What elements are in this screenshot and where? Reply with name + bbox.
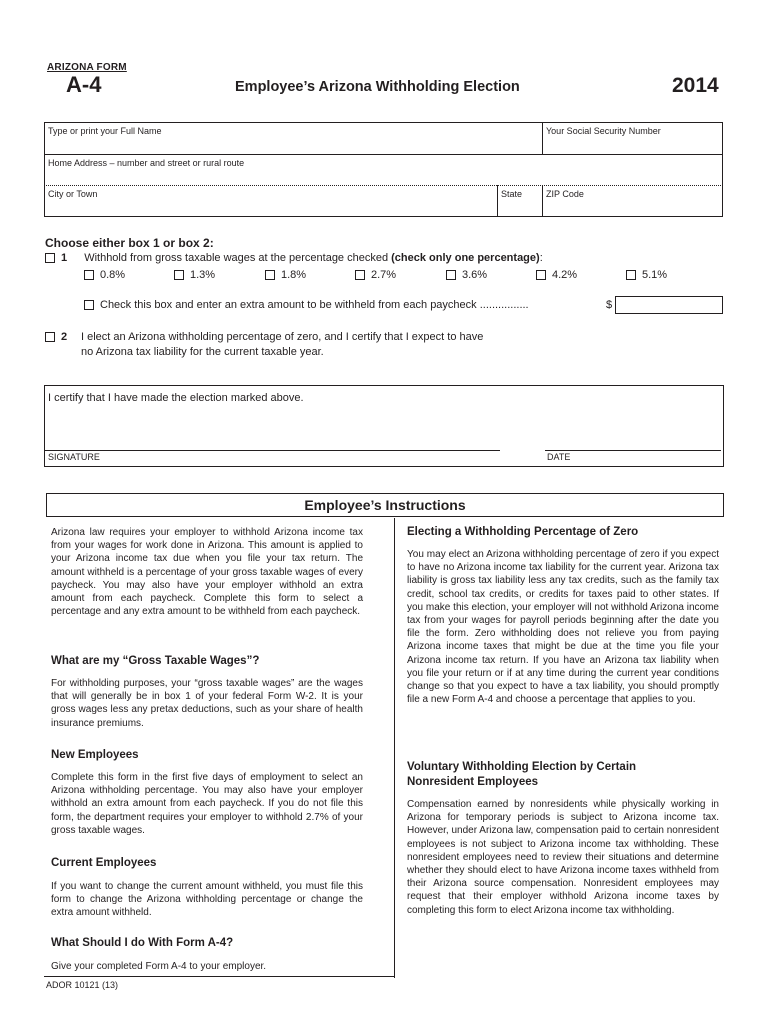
- pct-label: 3.6%: [462, 269, 488, 281]
- address-field[interactable]: [45, 155, 721, 185]
- box2-row: [45, 330, 67, 344]
- box2-text-2: no Arizona tax liability for the current taxable year.: [81, 346, 324, 358]
- form-year: 2014: [672, 74, 719, 97]
- pct-checkbox[interactable]: [626, 270, 636, 280]
- gross-text: For withholding purposes, your “gross taxable wages” are the wages that will generally be in box 1 of your federal Form W-2. It is your gross wages less any pretax deductions, such as your share of health insurance premiums.: [51, 678, 363, 729]
- zero-heading: Electing a Withholding Percentage of Zero: [407, 526, 639, 538]
- pct-checkbox[interactable]: [536, 270, 546, 280]
- choice-heading: Choose either box 1 or box 2:: [45, 236, 214, 250]
- dollar-sign: $: [606, 299, 613, 311]
- pct-option-2[interactable]: [265, 269, 306, 281]
- what-text: Give your completed Form A-4 to your employer.: [51, 961, 267, 972]
- pct-label: 5.1%: [642, 269, 668, 281]
- form-code: ADOR 10121 (13): [46, 980, 119, 990]
- box1-checkbox[interactable]: [45, 253, 55, 263]
- current-employees-heading: Current Employees: [51, 857, 157, 869]
- voluntary-heading-1: Voluntary Withholding Election by Certain: [407, 761, 637, 773]
- state-label: State: [501, 189, 523, 199]
- pct-option-3[interactable]: [355, 269, 396, 281]
- certify-text: I certify that I have made the election marked above.: [48, 392, 304, 404]
- full-name-field[interactable]: [45, 123, 541, 154]
- date-label: DATE: [547, 452, 571, 462]
- ssn-field[interactable]: [543, 123, 721, 154]
- what-heading: What Should I do With Form A-4?: [51, 937, 234, 949]
- intro-text: Arizona law requires your employer to withhold Arizona income tax from your wages for work done in Arizona. This amount is applied to your Arizona income tax due when you file your tax return. The amount withheld is a percentage of your gross taxable wages of every paycheck. You may also have your employer withhold an extra amount from each paycheck. Complete this form to select a percentage and any extra amount to be withheld from each paycheck.: [51, 527, 363, 618]
- gross-heading: What are my “Gross Taxable Wages”?: [51, 655, 260, 667]
- form-number: A-4: [66, 72, 102, 97]
- pct-option-5[interactable]: [536, 269, 577, 281]
- extra-amount-input[interactable]: [615, 296, 723, 314]
- pct-label: 0.8%: [100, 269, 126, 281]
- pct-option-1[interactable]: [174, 269, 215, 281]
- new-employees-text: Complete this form in the first five days of employment to select an Arizona withholding percentage. You may also have your employer withhold an extra amount from each paycheck. If you do not file this form, the department requires your employer to withhold 2.7% of your gross taxable wages.: [51, 772, 363, 836]
- new-employees-heading: New Employees: [51, 749, 139, 761]
- state-field[interactable]: [498, 186, 541, 216]
- pct-label: 4.2%: [552, 269, 578, 281]
- pct-label: 2.7%: [371, 269, 397, 281]
- extra-amount-row: [84, 298, 529, 312]
- page-title: Employee’s Arizona Withholding Election: [235, 79, 520, 95]
- pct-checkbox[interactable]: [446, 270, 456, 280]
- pct-option-4[interactable]: [446, 269, 487, 281]
- voluntary-heading-2: Nonresident Employees: [407, 776, 539, 788]
- ssn-label: Your Social Security Number: [546, 126, 661, 136]
- box1-text: Withhold from gross taxable wages at the percentage checked: [84, 252, 392, 264]
- box1-colon: :: [539, 252, 543, 264]
- column-divider: [394, 518, 395, 978]
- pct-label: 1.8%: [281, 269, 307, 281]
- date-line[interactable]: [545, 450, 721, 451]
- full-name-label: Type or print your Full Name: [48, 126, 162, 136]
- box1-bold: (check only one percentage): [391, 252, 540, 264]
- box2-checkbox[interactable]: [45, 332, 55, 342]
- current-employees-text: If you want to change the current amount withheld, you must file this form to change the Arizona withholding percentage or change the extra amount withheld.: [51, 881, 363, 919]
- zip-label: ZIP Code: [546, 189, 584, 199]
- voluntary-text: Compensation earned by nonresidents while physically working in Arizona for temporary periods is subject to Arizona income tax. However, under Arizona law, compensation paid to certain nonresident employees is not subject to Arizona income tax withholding. These nonresident employees need to review their situations and determine whether they should elect to have Arizona income taxes withheld from their Arizona source compensation. Nonresident employees may request that their employer withhold Arizona income taxes by completing this form to elect Arizona income tax withholding.: [407, 799, 719, 916]
- pct-option-6[interactable]: [626, 269, 667, 281]
- box2-number: 2: [61, 331, 68, 343]
- pct-checkbox[interactable]: [355, 270, 365, 280]
- pct-checkbox[interactable]: [84, 270, 94, 280]
- pct-checkbox[interactable]: [174, 270, 184, 280]
- zero-text: You may elect an Arizona withholding percentage of zero if you expect to have no Arizona income tax liability for the current year. Arizona tax liability is gross tax liability less any tax credits, such as the family tax credit, school tax credits, or credits for taxes paid to other states. If you make this election, your employer will not withhold Arizona income tax from your wages for payroll periods beginning after the date you file the form. Zero withholding does not relieve you from paying Arizona income taxes that might be due at the time you file your Arizona income tax return. If you have an Arizona tax liability when you file your return or if at any time during the current year conditions change so that you expect to have a tax liability, you should promptly file a new Form A-4 and choose a percentage that applies to you.: [407, 549, 719, 706]
- address-label: Home Address – number and street or rural route: [48, 158, 245, 168]
- footer-rule: [44, 976, 394, 977]
- form-label: ARIZONA FORM: [47, 62, 127, 73]
- extra-amount-checkbox[interactable]: [84, 300, 94, 310]
- box1-number: 1: [61, 252, 68, 264]
- pct-option-0[interactable]: [84, 269, 125, 281]
- pct-checkbox[interactable]: [265, 270, 275, 280]
- box2-text-1: I elect an Arizona withholding percentage of zero, and I certify that I expect to have: [81, 331, 484, 343]
- city-label: City or Town: [48, 189, 98, 199]
- zip-field[interactable]: [543, 186, 721, 216]
- box1-row: [45, 251, 543, 265]
- pct-label: 1.3%: [190, 269, 216, 281]
- signature-line[interactable]: [45, 450, 500, 451]
- signature-label: SIGNATURE: [48, 452, 100, 462]
- instructions-title: Employee’s Instructions: [46, 493, 724, 517]
- city-field[interactable]: [45, 186, 496, 216]
- extra-amount-text: Check this box and enter an extra amount to be withheld from each paycheck ................: [100, 299, 529, 311]
